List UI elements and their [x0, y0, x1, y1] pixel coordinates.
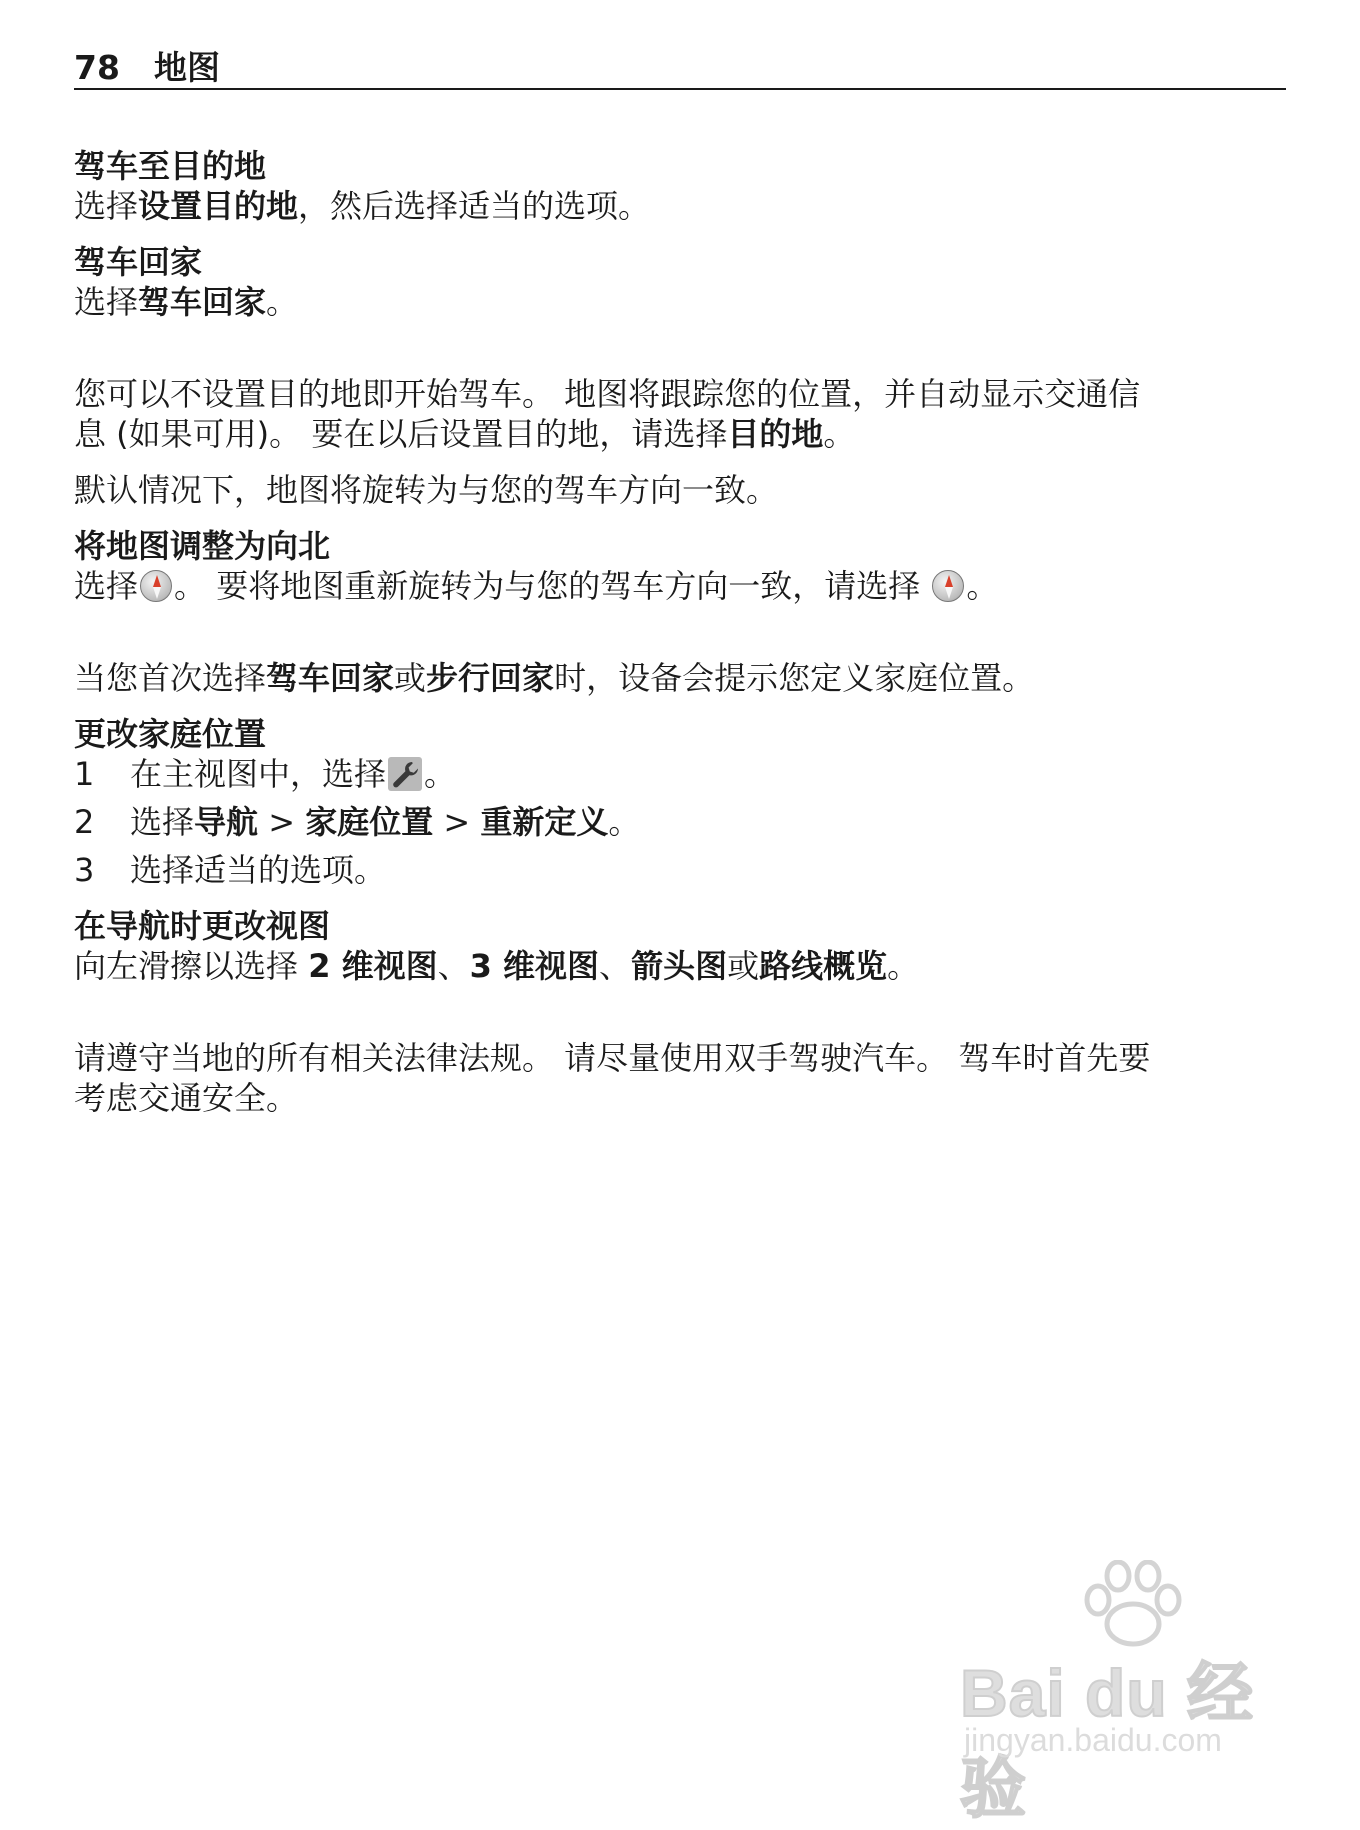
page-content — [74, 146, 1294, 1118]
drive-home-text: 选择驾车回家。 — [74, 283, 299, 321]
heading-drive-to-destination: 驾车至目的地 — [74, 147, 267, 185]
step-number: 3 — [74, 851, 95, 889]
step-number: 2 — [74, 803, 95, 841]
ui-term-drive-home: 驾车回家 — [266, 659, 395, 697]
compass-icon — [140, 570, 172, 602]
page-header — [74, 48, 1286, 90]
ui-term-set-destination: 设置目的地 — [138, 187, 299, 225]
ui-term-home-location: 家庭位置 — [305, 803, 434, 841]
paw-icon — [1078, 1560, 1188, 1652]
ui-term-redefine: 重新定义 — [480, 803, 609, 841]
ui-term-route-overview: 路线概览 — [759, 947, 888, 985]
ui-term-drive-home: 驾车回家 — [138, 283, 267, 321]
wrench-icon — [388, 757, 422, 791]
step-number: 1 — [74, 755, 95, 793]
ui-term-destination: 目的地 — [727, 415, 824, 453]
heading-drive-home: 驾车回家 — [74, 243, 203, 281]
step-2: 2 选择导航 > 家庭位置 > 重新定义。 — [74, 803, 641, 841]
compass-icon — [932, 570, 964, 602]
baidu-watermark — [960, 1560, 1290, 1825]
orient-north-text: 选择 。 要将地图重新旋转为与您的驾车方向一致，请选择 。 — [74, 567, 999, 605]
ui-term-walk-home: 步行回家 — [426, 659, 555, 697]
first-time-paragraph: 当您首次选择驾车回家或步行回家时，设备会提示您定义家庭位置。 — [74, 659, 1035, 697]
ui-term-navigation: 导航 — [194, 803, 259, 841]
section-title: 地图 — [154, 48, 220, 87]
change-view-text: 向左滑擦以选择 2 维视图、3 维视图、箭头图或路线概览。 — [74, 947, 920, 985]
heading-change-view: 在导航时更改视图 — [74, 907, 331, 945]
safety-paragraph: 请遵守当地的所有相关法律法规。 请尽量使用双手驾驶汽车。 驾车时首先要 考虑交通安全。 — [74, 1039, 1151, 1117]
watermark-url: jingyan.baidu.com — [964, 1722, 1222, 1758]
ui-term-arrow-map: 箭头图 — [631, 947, 728, 985]
drive-to-destination-text: 选择设置目的地，然后选择适当的选项。 — [74, 187, 651, 225]
watermark-brand: Bai du 经验 — [960, 1656, 1255, 1825]
page-number: 78 — [74, 48, 120, 87]
no-destination-paragraph: 您可以不设置目的地即开始驾车。 地图将跟踪您的位置，并自动显示交通信 息 (如果可用)。 要在以后设置目的地，请选择目的地。 — [74, 375, 1141, 453]
step-1: 1 在主视图中，选择 。 — [74, 755, 457, 793]
default-rotation-paragraph: 默认情况下，地图将旋转为与您的驾车方向一致。 — [74, 471, 779, 509]
heading-change-home: 更改家庭位置 — [74, 715, 267, 753]
step-3: 3 选择适当的选项。 — [74, 851, 387, 889]
ui-term-2d-view: 2 维视图 — [308, 947, 438, 985]
ui-term-3d-view: 3 维视图 — [469, 947, 600, 985]
heading-orient-north: 将地图调整为向北 — [74, 527, 331, 565]
